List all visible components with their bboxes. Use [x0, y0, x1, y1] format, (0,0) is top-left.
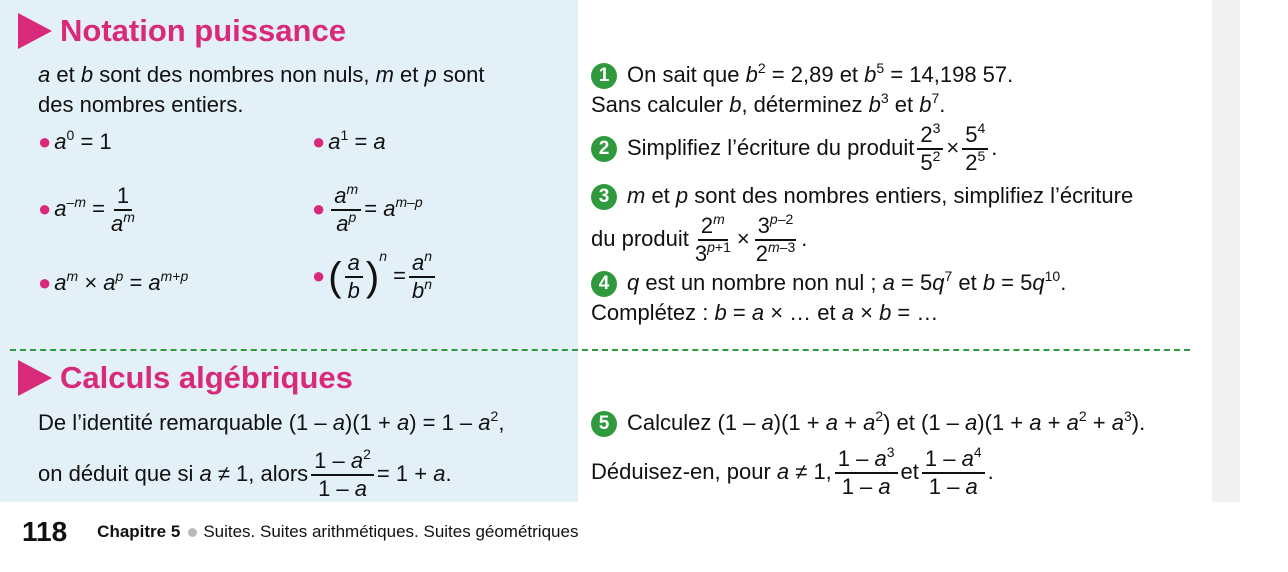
exercise-4: 4 q est un nombre non nul ; $a = 5q^7$ et $b = 5q^{10}$. Complétez : b = a × … et a × b = … [591, 268, 1067, 325]
section1-intro: a et b sont des nombres non nuls, m et p sont des nombres entiers. [38, 62, 485, 117]
bullet-dot-icon [188, 528, 197, 537]
triangle-marker-icon [18, 13, 52, 49]
exercise-1: 1 On sait que $b^2 = 2,89$ et $b^5 = 14,198$ 57. Sans calculer b, déterminez $b^3$ et $b^7$. [591, 60, 1014, 117]
exercise-number-badge: 4 [591, 271, 617, 297]
exercise-number-badge: 3 [591, 184, 617, 210]
exercise-3: 3 m et p sont des nombres entiers, simplifiez l’écriture du produit $\frac{2^m}{3^{p+1}}$ × $\frac{3^{p-2}}{2^{m-3}}$ . [591, 183, 1134, 266]
rule-negative-exponent: ● $a^{-m}$ = $\frac{1}{a^m}$ [38, 183, 135, 236]
section-calculs-algebriques-header [18, 360, 353, 396]
section-divider [10, 349, 1190, 351]
rule-quotient: ● $\frac{a^m}{a^p}$ = $a^{m-p}$ [312, 181, 423, 236]
rule-fraction-power: ●( $\frac{a}{b}$ )$^n$ = $\frac{a^n}{b^n}$ [312, 250, 438, 304]
chapter-label: Chapitre 5 [97, 522, 181, 541]
section-notation-puissance-header [18, 13, 346, 49]
section-title: Notation puissance [60, 13, 346, 48]
exercise-number-badge: 5 [591, 411, 617, 437]
exercise-2: 2 Simplifiez l’écriture du produit $\frac{2^3}{5^2}$ × $\frac{5^4}{2^5}$ . [591, 122, 997, 176]
rule-product: ● $a^m \times a^p = a^{m+p}$ [38, 268, 189, 295]
section2-body: De l’identité remarquable $(1 - a)(1 + a) = 1 - a^2$, on déduit que si a ≠ 1, alors $\frac{1 - a^2}{1 - a}$ = 1 + a. [38, 408, 505, 501]
chapter-subtitle: Suites. Suites arithmétiques. Suites géométriques [203, 522, 579, 541]
rule-a-power-zero: ● $a^0 = 1$ [38, 127, 112, 154]
exercise-number-badge: 2 [591, 136, 617, 162]
page-edge-strip [1212, 0, 1240, 502]
rule-a-power-one: ● $a^1 = a$ [312, 127, 386, 154]
exercise-5: 5 Calculez $(1 - a)(1 + a + a^2)$ et $(1 - a)(1 + a + a^2 + a^3)$. Déduisez-en, pour a ≠ 1, $\frac{1 - a^3}{1 - a}$ et $\frac{1 - a^4}{1 - a}$ . [591, 408, 1146, 499]
exercise-number-badge: 1 [591, 63, 617, 89]
triangle-marker-icon [18, 360, 52, 396]
section-title: Calculs algébriques [60, 360, 353, 395]
page-number: 118 [22, 516, 68, 547]
page-footer [22, 516, 578, 548]
